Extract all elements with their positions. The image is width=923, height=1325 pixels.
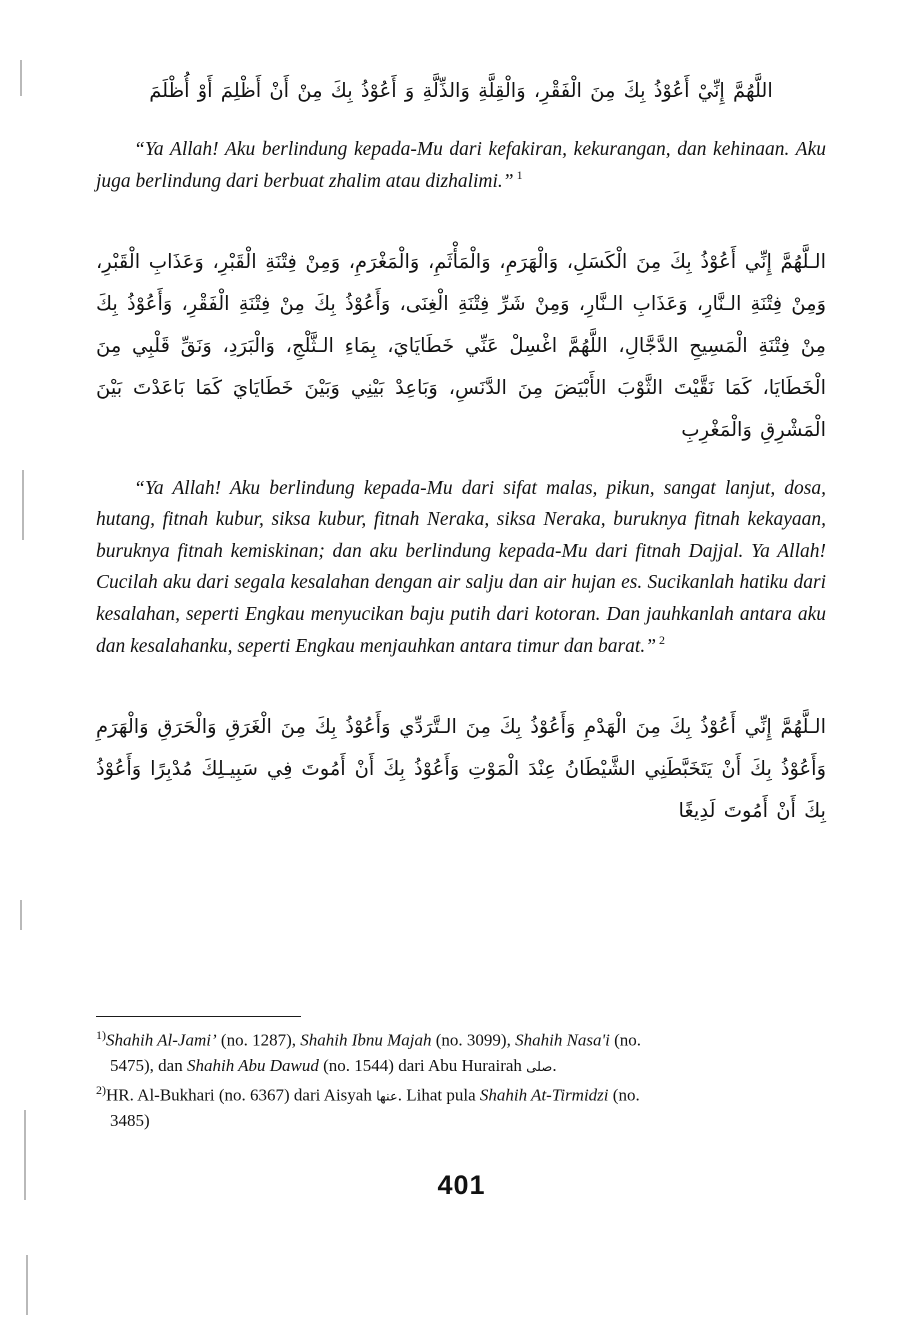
- translation-2: [96, 473, 826, 662]
- footnote-ref-2: 2: [659, 633, 666, 648]
- footnote-item: [96, 1081, 826, 1134]
- spacer: [96, 118, 826, 134]
- scan-edge-mark: [20, 900, 22, 930]
- footnote-text: .: [552, 1056, 557, 1076]
- footnote-marker: 1): [96, 1028, 106, 1042]
- translation-text-1: “Ya Allah! Aku berlindung kepada-Mu dari kefakiran, kekurangan, dan kehinaan. Aku juga berlindung dari berbuat zhalim atau dizhalimi.”: [96, 138, 826, 192]
- spacer: [96, 457, 826, 473]
- footnote-text: (no. 1287),: [216, 1030, 301, 1050]
- footnote-text: HR. Al-Bukhari (no. 6367) dari Aisyah: [106, 1085, 377, 1105]
- footnote-text: (no.: [609, 1030, 642, 1050]
- page-content: [96, 70, 826, 838]
- footnote-separator: [96, 1016, 301, 1017]
- footnote-continuation: [96, 1108, 826, 1134]
- footnote-text: (no. 1544) dari Abu Hurairah: [318, 1056, 527, 1076]
- footnote-text: Shahih Abu Dawud: [186, 1056, 319, 1076]
- footnote-text: 3485): [110, 1110, 150, 1130]
- arabic-passage-1: اللَّهُمَّ إِنِّيْ أَعُوْذُ بِكَ مِنَ الْفَقْرِ، وَالْقِلَّةِ وَالذِّلَّةِ وَ أَعُوْذُ بِكَ مِنْ أَنْ أَظْلِمَ أَوْ أُظْلَمَ: [149, 79, 773, 102]
- footnote-text: (no.: [608, 1085, 640, 1105]
- footnote-text: Shahih Ibnu Majah: [300, 1030, 432, 1050]
- footnote-text: 5475), dan: [110, 1056, 187, 1076]
- honorific-glyph: عنها: [376, 1089, 398, 1105]
- scan-edge-mark: [20, 60, 22, 96]
- footnote-text: Shahih Nasa'i: [515, 1030, 610, 1050]
- scan-edge-mark: [26, 1255, 28, 1315]
- spacer: [96, 197, 826, 241]
- footnote-marker: 2): [96, 1082, 106, 1097]
- footnote-text: Shahih At-Tirmidzi: [479, 1085, 609, 1105]
- footnote-ref-1: 1: [516, 168, 523, 182]
- translation-1: [96, 134, 826, 197]
- page-number: 401: [437, 1170, 486, 1200]
- footnote-item: [96, 1026, 826, 1079]
- spacer: [96, 662, 826, 706]
- footnote-text: Shahih Al-Jami’: [106, 1030, 217, 1050]
- footnote-continuation: [96, 1053, 826, 1079]
- scan-edge-mark: [22, 470, 24, 540]
- footnotes: [96, 1026, 826, 1135]
- honorific-glyph: صلى: [526, 1060, 553, 1076]
- translation-text-2: “Ya Allah! Aku berlindung kepada-Mu dari sifat malas, pikun, sangat lanjut, dosa, hutang, fitnah kubur, siksa kubur, fitnah Neraka, siksa Neraka, buruknya fitnah kekayaan, buruknya fitnah kemiskinan; dan aku berlindung kepada-Mu dari fitnah Dajjal. Ya Allah! Cucilah aku dari segala kesalahan dengan air salju dan air hujan es. Sucikanlah hatiku dari kesalahan, seperti Engkau menyucikan baju putih dari kotoran. Dan jauhkanlah antara aku dan kesalahanku, seperti Engkau menjauhkan antara timur dan barat.”: [96, 477, 826, 657]
- footnote-text: (no. 3099),: [431, 1030, 516, 1050]
- arabic-passage-3: الـلَّهُمَّ إِنِّي أَعُوْذُ بِكَ مِنَ الْهَدْمِ وَأَعُوْذُ بِكَ مِنَ الـتَّرَدِّي وَأَعُوْذُ بِكَ مِنَ الْغَرَقِ وَالْحَرَقِ وَالْهَرَمِ وَأَعُوْذُ بِكَ أَنْ يَتَخَبَّطَنِي الشَّيْطَانُ عِنْدَ الْمَوْتِ وَأَعُوْذُ بِكَ أَنْ أَمُوتَ فِي سَبِيـلِكَ مُدْبِرًا وَأَعُوْذُ بِكَ أَنْ أَمُوتَ لَدِيغًا: [96, 715, 826, 822]
- arabic-passage-2: الـلَّهُمَّ إِنِّي أَعُوْذُ بِكَ مِنَ الْكَسَلِ، وَالْهَرَمِ، وَالْمَأْثَمِ، وَالْمَغْرَمِ، وَمِنْ فِتْنَةِ الْقَبْرِ، وَعَذَابِ الْقَبْرِ، وَمِنْ فِتْنَةِ الـنَّارِ، وَعَذَابِ الـنَّارِ، وَمِنْ شَرِّ فِتْنَةِ الْغِنَى، وَأَعُوْذُ بِكَ مِنْ فِتْنَةِ الْفَقْرِ، وَأَعُوْذُ بِكَ مِنْ فِتْنَةِ الْمَسِيحِ الدَّجَّالِ، اللَّهُمَّ اغْسِلْ عَنِّي خَطَايَايَ، بِمَاءِ الـثَّلْجِ، وَالْبَرَدِ، وَنَقِّ قَلْبِي مِنَ الْخَطَايَا، كَمَا نَقَّيْتَ الثَّوْبَ الأَبْيَضَ مِنَ الدَّنَسِ، وَبَاعِدْ بَيْنِي وَبَيْنَ خَطَايَايَ كَمَا بَاعَدْتَ بَيْنَ الْمَشْرِقِ وَالْمَغْرِبِ: [96, 250, 826, 441]
- footnote-text: . Lihat pula: [397, 1085, 480, 1105]
